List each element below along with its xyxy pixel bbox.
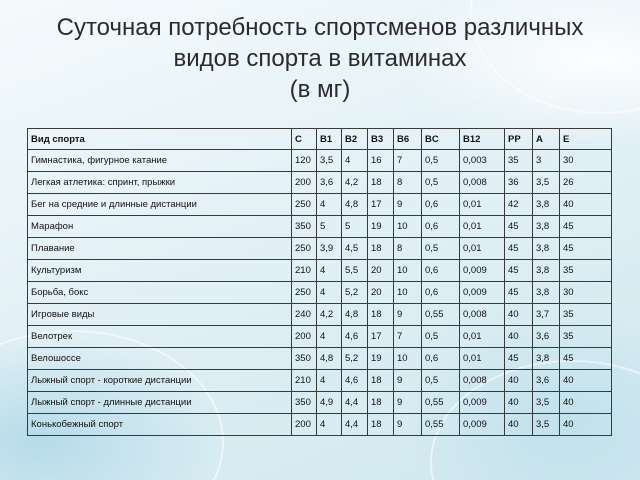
vitamin-value-cell: 9: [394, 194, 422, 216]
table-row: [28, 414, 612, 436]
vitamin-value-cell: 0,003: [460, 150, 505, 172]
vitamin-value-cell: 10: [394, 216, 422, 238]
vitamin-value-cell: 18: [368, 304, 394, 326]
vitamin-value-cell: 0,01: [460, 326, 505, 348]
vitamin-value-cell: 45: [560, 216, 612, 238]
vitamin-value-cell: 36: [505, 172, 533, 194]
sport-name-cell: Лыжный спорт - короткие дистанции: [28, 370, 292, 392]
vitamin-value-cell: 18: [368, 414, 394, 436]
column-header: E: [560, 129, 612, 150]
vitamin-value-cell: 0,5: [422, 172, 460, 194]
vitamin-value-cell: 0,009: [460, 282, 505, 304]
vitamin-value-cell: 200: [292, 326, 317, 348]
vitamin-value-cell: 5,2: [342, 282, 368, 304]
vitamin-value-cell: 40: [505, 414, 533, 436]
vitamin-value-cell: 40: [560, 370, 612, 392]
vitamin-value-cell: 4,5: [342, 238, 368, 260]
table-row: [28, 370, 612, 392]
table-row: [28, 304, 612, 326]
vitamin-value-cell: 0,009: [460, 260, 505, 282]
vitamin-value-cell: 3: [533, 150, 560, 172]
vitamin-value-cell: 45: [560, 238, 612, 260]
vitamin-value-cell: 10: [394, 282, 422, 304]
vitamin-value-cell: 0,6: [422, 194, 460, 216]
vitamin-value-cell: 210: [292, 260, 317, 282]
vitamin-value-cell: 3,5: [533, 172, 560, 194]
vitamin-value-cell: 45: [505, 238, 533, 260]
vitamin-value-cell: 4,2: [317, 304, 342, 326]
vitamin-value-cell: 4,6: [342, 370, 368, 392]
column-header: PP: [505, 129, 533, 150]
vitamin-value-cell: 3,6: [317, 172, 342, 194]
vitamin-value-cell: 0,6: [422, 260, 460, 282]
column-header: C: [292, 129, 317, 150]
vitamin-value-cell: 26: [560, 172, 612, 194]
vitamin-value-cell: 4,8: [317, 348, 342, 370]
vitamin-value-cell: 10: [394, 348, 422, 370]
vitamin-value-cell: 45: [505, 260, 533, 282]
vitamin-value-cell: 0,008: [460, 172, 505, 194]
vitamin-value-cell: 18: [368, 370, 394, 392]
vitamin-value-cell: 3,8: [533, 216, 560, 238]
title-line: видов спорта в витаминах: [173, 45, 467, 72]
vitamin-value-cell: 0,01: [460, 238, 505, 260]
vitamin-value-cell: 4,4: [342, 414, 368, 436]
vitamin-value-cell: 0,6: [422, 216, 460, 238]
vitamin-value-cell: 4,9: [317, 392, 342, 414]
vitamin-value-cell: 4: [317, 370, 342, 392]
vitamin-value-cell: 40: [560, 392, 612, 414]
sport-name-cell: Марафон: [28, 216, 292, 238]
vitamin-value-cell: 3,7: [533, 304, 560, 326]
vitamin-value-cell: 250: [292, 194, 317, 216]
vitamin-value-cell: 18: [368, 238, 394, 260]
vitamin-value-cell: 3,5: [533, 392, 560, 414]
vitamin-value-cell: 35: [505, 150, 533, 172]
vitamin-value-cell: 4: [317, 260, 342, 282]
vitamin-value-cell: 5: [342, 216, 368, 238]
table-row: [28, 172, 612, 194]
title-line: Суточная потребность спортсменов различных: [56, 14, 584, 41]
vitamin-value-cell: 42: [505, 194, 533, 216]
vitamin-value-cell: 4,6: [342, 326, 368, 348]
column-header: B12: [460, 129, 505, 150]
vitamin-value-cell: 8: [394, 172, 422, 194]
sport-name-cell: Бег на средние и длинные дистанции: [28, 194, 292, 216]
vitamin-value-cell: 5,2: [342, 348, 368, 370]
vitamin-value-cell: 4,2: [342, 172, 368, 194]
column-header: Вид спорта: [28, 129, 292, 150]
column-header: B2: [342, 129, 368, 150]
vitamin-value-cell: 45: [505, 348, 533, 370]
column-header: A: [533, 129, 560, 150]
vitamin-value-cell: 45: [505, 216, 533, 238]
sport-name-cell: Плавание: [28, 238, 292, 260]
column-header: BC: [422, 129, 460, 150]
vitamin-value-cell: 240: [292, 304, 317, 326]
sport-name-cell: Велотрек: [28, 326, 292, 348]
vitamin-value-cell: 0,55: [422, 304, 460, 326]
vitamin-value-cell: 0,5: [422, 150, 460, 172]
vitamin-value-cell: 3,8: [533, 260, 560, 282]
vitamin-table: [27, 128, 612, 436]
vitamin-value-cell: 0,5: [422, 238, 460, 260]
vitamin-value-cell: 3,5: [317, 150, 342, 172]
vitamin-value-cell: 40: [505, 392, 533, 414]
table-row: [28, 238, 612, 260]
vitamin-value-cell: 120: [292, 150, 317, 172]
vitamin-value-cell: 30: [560, 282, 612, 304]
sport-name-cell: Игровые виды: [28, 304, 292, 326]
vitamin-value-cell: 0,01: [460, 348, 505, 370]
table-row: [28, 392, 612, 414]
vitamin-value-cell: 35: [560, 260, 612, 282]
vitamin-value-cell: 9: [394, 414, 422, 436]
vitamin-value-cell: 7: [394, 150, 422, 172]
vitamin-value-cell: 10: [394, 260, 422, 282]
vitamin-value-cell: 40: [505, 304, 533, 326]
vitamin-value-cell: 30: [560, 150, 612, 172]
sport-name-cell: Конькобежный спорт: [28, 414, 292, 436]
vitamin-value-cell: 18: [368, 172, 394, 194]
sport-name-cell: Лыжный спорт - длинные дистанции: [28, 392, 292, 414]
vitamin-value-cell: 35: [560, 326, 612, 348]
vitamin-value-cell: 0,01: [460, 194, 505, 216]
column-header: B3: [368, 129, 394, 150]
vitamin-value-cell: 210: [292, 370, 317, 392]
vitamin-value-cell: 4,8: [342, 194, 368, 216]
vitamin-value-cell: 19: [368, 216, 394, 238]
vitamin-value-cell: 0,008: [460, 304, 505, 326]
vitamin-value-cell: 250: [292, 282, 317, 304]
sport-name-cell: Борьба, бокс: [28, 282, 292, 304]
vitamin-value-cell: 7: [394, 326, 422, 348]
vitamin-value-cell: 3,9: [317, 238, 342, 260]
vitamin-value-cell: 17: [368, 326, 394, 348]
table-row: [28, 282, 612, 304]
vitamin-value-cell: 18: [368, 392, 394, 414]
vitamin-value-cell: 4: [317, 326, 342, 348]
vitamin-value-cell: 250: [292, 238, 317, 260]
vitamin-value-cell: 3,6: [533, 370, 560, 392]
vitamin-value-cell: 40: [560, 414, 612, 436]
table-row: [28, 326, 612, 348]
vitamin-value-cell: 0,008: [460, 370, 505, 392]
vitamin-value-cell: 45: [560, 348, 612, 370]
vitamin-value-cell: 3,8: [533, 348, 560, 370]
vitamin-value-cell: 4: [342, 150, 368, 172]
vitamin-value-cell: 9: [394, 304, 422, 326]
vitamin-value-cell: 0,01: [460, 216, 505, 238]
vitamin-value-cell: 5: [317, 216, 342, 238]
vitamin-value-cell: 0,009: [460, 414, 505, 436]
vitamin-value-cell: 5,5: [342, 260, 368, 282]
column-header: B6: [394, 129, 422, 150]
vitamin-value-cell: 4,8: [342, 304, 368, 326]
vitamin-value-cell: 9: [394, 370, 422, 392]
title-line: (в мг): [289, 76, 351, 103]
table-row: [28, 216, 612, 238]
vitamin-value-cell: 40: [560, 194, 612, 216]
table-header-row: [28, 129, 612, 150]
vitamin-value-cell: 20: [368, 282, 394, 304]
vitamin-value-cell: 350: [292, 216, 317, 238]
vitamin-value-cell: 4,4: [342, 392, 368, 414]
vitamin-value-cell: 4: [317, 194, 342, 216]
vitamin-value-cell: 0,5: [422, 326, 460, 348]
table-body: [28, 150, 612, 436]
vitamin-value-cell: 0,5: [422, 370, 460, 392]
vitamin-value-cell: 3,8: [533, 194, 560, 216]
table-row: [28, 348, 612, 370]
vitamin-value-cell: 40: [505, 370, 533, 392]
vitamin-value-cell: 0,6: [422, 282, 460, 304]
vitamin-value-cell: 350: [292, 348, 317, 370]
vitamin-value-cell: 0,55: [422, 392, 460, 414]
vitamin-value-cell: 4: [317, 414, 342, 436]
vitamin-value-cell: 4: [317, 282, 342, 304]
table-row: [28, 194, 612, 216]
sport-name-cell: Легкая атлетика: спринт, прыжки: [28, 172, 292, 194]
vitamin-value-cell: 17: [368, 194, 394, 216]
vitamin-value-cell: 16: [368, 150, 394, 172]
column-header: B1: [317, 129, 342, 150]
vitamin-value-cell: 0,009: [460, 392, 505, 414]
vitamin-value-cell: 9: [394, 392, 422, 414]
sport-name-cell: Велошоссе: [28, 348, 292, 370]
table-row: [28, 150, 612, 172]
sport-name-cell: Культуризм: [28, 260, 292, 282]
vitamin-value-cell: 3,8: [533, 282, 560, 304]
vitamin-value-cell: 20: [368, 260, 394, 282]
vitamin-value-cell: 350: [292, 392, 317, 414]
table-row: [28, 260, 612, 282]
vitamin-value-cell: 35: [560, 304, 612, 326]
slide-title: [20, 12, 620, 105]
sport-name-cell: Гимнастика, фигурное катание: [28, 150, 292, 172]
vitamin-value-cell: 3,5: [533, 414, 560, 436]
vitamin-value-cell: 45: [505, 282, 533, 304]
vitamin-value-cell: 3,6: [533, 326, 560, 348]
vitamin-value-cell: 0,6: [422, 348, 460, 370]
vitamin-value-cell: 40: [505, 326, 533, 348]
vitamin-value-cell: 3,8: [533, 238, 560, 260]
vitamin-value-cell: 200: [292, 172, 317, 194]
vitamin-value-cell: 0,55: [422, 414, 460, 436]
vitamin-value-cell: 200: [292, 414, 317, 436]
vitamin-value-cell: 8: [394, 238, 422, 260]
vitamin-value-cell: 19: [368, 348, 394, 370]
